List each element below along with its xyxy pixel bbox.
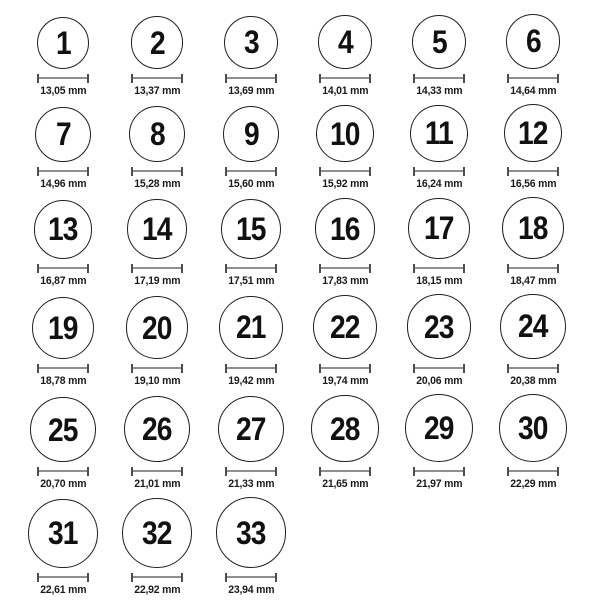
ring-size-item xyxy=(16,297,110,388)
ring-size-item xyxy=(110,498,204,597)
ring-size-item xyxy=(486,104,580,191)
ring-size-item xyxy=(110,199,204,287)
ring-circle xyxy=(412,15,466,69)
ring-size-number: 33 xyxy=(236,514,266,551)
diameter-dimension-line xyxy=(225,74,277,83)
ring-size-item xyxy=(16,17,110,98)
diameter-label: 17,83 mm xyxy=(321,274,369,287)
diameter-label: 17,51 mm xyxy=(227,274,275,287)
diameter-label: 14,01 mm xyxy=(321,84,369,97)
ring-size-number: 32 xyxy=(142,514,172,551)
ring-size-number: 2 xyxy=(149,24,165,61)
ring-circle xyxy=(129,106,185,162)
ring-size-item xyxy=(298,395,392,491)
ring-size-number: 13 xyxy=(48,211,78,248)
ring-size-number: 8 xyxy=(149,116,165,153)
ring-size-item xyxy=(392,15,486,98)
ring-size-item xyxy=(392,294,486,388)
ring-size-item xyxy=(486,197,580,288)
ring-size-number: 15 xyxy=(236,210,266,247)
ring-size-item xyxy=(16,499,110,597)
diameter-dimension-line xyxy=(507,167,559,176)
ring-size-number: 31 xyxy=(48,515,78,552)
ring-size-number: 5 xyxy=(431,23,447,60)
ring-size-item xyxy=(392,198,486,288)
ring-size-row xyxy=(16,197,600,288)
diameter-dimension-line xyxy=(413,364,465,373)
ring-size-number: 7 xyxy=(55,116,71,153)
diameter-label: 16,56 mm xyxy=(509,178,557,191)
diameter-label: 13,37 mm xyxy=(133,84,181,97)
ring-size-number: 10 xyxy=(330,115,360,152)
diameter-label: 21,65 mm xyxy=(321,478,369,491)
ring-size-item xyxy=(110,296,204,388)
diameter-dimension-line xyxy=(37,167,89,176)
ring-circle xyxy=(218,396,285,463)
ring-circle xyxy=(502,197,564,259)
ring-size-row xyxy=(16,294,600,388)
ring-size-item xyxy=(298,15,392,98)
ring-size-number: 1 xyxy=(55,24,71,61)
ring-size-item xyxy=(392,105,486,192)
diameter-dimension-line xyxy=(507,264,559,273)
ring-size-number: 18 xyxy=(518,210,548,247)
diameter-dimension-line xyxy=(413,74,465,83)
ring-circle xyxy=(37,17,89,69)
diameter-label: 17,19 mm xyxy=(133,274,181,287)
ring-circle xyxy=(34,200,93,259)
ring-circle xyxy=(405,394,473,462)
diameter-dimension-line xyxy=(225,364,277,373)
diameter-dimension-line xyxy=(319,364,371,373)
diameter-label: 13,69 mm xyxy=(227,84,275,97)
ring-size-number: 20 xyxy=(142,309,172,346)
ring-circle xyxy=(311,395,378,462)
diameter-dimension-line xyxy=(413,264,465,273)
ring-size-number: 30 xyxy=(518,410,548,447)
diameter-dimension-line xyxy=(131,264,183,273)
diameter-label: 20,70 mm xyxy=(39,478,87,491)
diameter-dimension-line xyxy=(37,573,89,582)
ring-circle xyxy=(122,498,192,568)
diameter-dimension-line xyxy=(413,167,465,176)
diameter-dimension-line xyxy=(319,264,371,273)
ring-circle xyxy=(28,499,97,568)
ring-circle xyxy=(408,198,469,259)
diameter-label: 21,01 mm xyxy=(133,478,181,491)
diameter-label: 15,92 mm xyxy=(321,178,369,191)
diameter-label: 15,60 mm xyxy=(227,178,275,191)
ring-size-item xyxy=(110,106,204,191)
diameter-dimension-line xyxy=(319,167,371,176)
diameter-dimension-line xyxy=(507,364,559,373)
diameter-label: 20,06 mm xyxy=(415,374,463,387)
ring-size-item xyxy=(298,295,392,388)
diameter-label: 22,92 mm xyxy=(133,583,181,596)
ring-size-item xyxy=(16,107,110,191)
ring-size-item xyxy=(110,396,204,491)
ring-circle xyxy=(223,106,280,163)
ring-circle xyxy=(499,394,568,463)
diameter-dimension-line xyxy=(37,74,89,83)
diameter-label: 22,61 mm xyxy=(39,583,87,596)
diameter-label: 15,28 mm xyxy=(133,178,181,191)
ring-circle xyxy=(30,397,96,463)
diameter-label: 21,33 mm xyxy=(227,478,275,491)
diameter-dimension-line xyxy=(413,467,465,476)
ring-circle xyxy=(131,16,184,69)
ring-size-number: 14 xyxy=(142,211,172,248)
ring-size-item xyxy=(16,200,110,288)
ring-size-number: 25 xyxy=(48,411,78,448)
diameter-label: 22,29 mm xyxy=(509,478,557,491)
ring-circle xyxy=(219,296,282,359)
ring-size-row xyxy=(16,497,600,596)
ring-size-item xyxy=(486,294,580,388)
ring-size-row xyxy=(16,104,600,191)
ring-circle xyxy=(127,199,186,258)
diameter-label: 14,33 mm xyxy=(415,84,463,97)
ring-size-number: 29 xyxy=(424,410,454,447)
diameter-dimension-line xyxy=(225,167,277,176)
diameter-label: 14,64 mm xyxy=(509,84,557,97)
diameter-dimension-line xyxy=(319,467,371,476)
ring-size-number: 24 xyxy=(518,308,548,345)
diameter-dimension-line xyxy=(37,264,89,273)
ring-size-number: 4 xyxy=(337,24,353,61)
ring-size-number: 27 xyxy=(236,411,266,448)
ring-circle xyxy=(221,199,281,259)
diameter-dimension-line xyxy=(131,467,183,476)
ring-circle xyxy=(316,105,373,162)
ring-circle xyxy=(313,295,377,359)
ring-circle xyxy=(500,294,565,359)
ring-size-number: 16 xyxy=(330,210,360,247)
ring-size-item xyxy=(486,394,580,492)
ring-size-item xyxy=(298,105,392,191)
diameter-label: 14,96 mm xyxy=(39,178,87,191)
ring-size-item xyxy=(298,198,392,288)
ring-size-item xyxy=(204,199,298,288)
diameter-label: 18,78 mm xyxy=(39,374,87,387)
ring-size-item xyxy=(110,16,204,98)
ring-size-number: 11 xyxy=(424,115,453,152)
diameter-dimension-line xyxy=(225,573,277,582)
diameter-label: 13,05 mm xyxy=(39,84,87,97)
diameter-label: 19,42 mm xyxy=(227,374,275,387)
diameter-dimension-line xyxy=(131,364,183,373)
ring-size-number: 9 xyxy=(243,115,259,152)
diameter-dimension-line xyxy=(225,467,277,476)
ring-circle xyxy=(407,294,472,359)
ring-size-item xyxy=(204,16,298,98)
ring-circle xyxy=(32,297,94,359)
diameter-label: 19,10 mm xyxy=(133,374,181,387)
ring-size-item xyxy=(392,394,486,491)
ring-circle xyxy=(410,105,468,163)
ring-circle xyxy=(318,15,372,69)
ring-size-number: 12 xyxy=(518,115,548,152)
diameter-label: 19,74 mm xyxy=(321,374,369,387)
diameter-dimension-line xyxy=(507,467,559,476)
ring-size-grid xyxy=(16,14,600,597)
ring-size-item xyxy=(204,106,298,192)
diameter-label: 21,97 mm xyxy=(415,478,463,491)
ring-size-row xyxy=(16,394,600,492)
ring-size-number: 6 xyxy=(525,23,541,60)
diameter-label: 23,94 mm xyxy=(227,583,275,596)
ring-size-item xyxy=(204,497,298,596)
diameter-dimension-line xyxy=(225,264,277,273)
ring-size-number: 3 xyxy=(243,24,259,61)
ring-circle xyxy=(124,396,190,462)
diameter-label: 18,15 mm xyxy=(415,274,463,287)
ring-size-number: 17 xyxy=(424,210,454,247)
ring-size-number: 19 xyxy=(48,309,78,346)
ring-size-number: 26 xyxy=(142,411,172,448)
ring-size-item xyxy=(486,14,580,98)
diameter-label: 20,38 mm xyxy=(509,374,557,387)
ring-size-number: 22 xyxy=(330,308,360,345)
diameter-dimension-line xyxy=(507,74,559,83)
diameter-dimension-line xyxy=(37,467,89,476)
ring-size-item xyxy=(16,397,110,492)
diameter-dimension-line xyxy=(37,364,89,373)
ring-circle xyxy=(504,104,562,162)
ring-size-row xyxy=(16,14,600,98)
diameter-label: 16,87 mm xyxy=(39,274,87,287)
diameter-dimension-line xyxy=(131,573,183,582)
ring-size-number: 23 xyxy=(424,308,454,345)
diameter-label: 18,47 mm xyxy=(509,274,557,287)
diameter-dimension-line xyxy=(131,167,183,176)
ring-circle xyxy=(506,14,561,69)
ring-circle xyxy=(35,107,90,162)
ring-circle xyxy=(126,296,189,359)
ring-size-item xyxy=(204,296,298,388)
ring-size-item xyxy=(204,396,298,492)
diameter-dimension-line xyxy=(131,74,183,83)
ring-size-number: 28 xyxy=(330,410,360,447)
ring-circle xyxy=(224,16,277,69)
diameter-dimension-line xyxy=(319,74,371,83)
ring-circle xyxy=(315,198,376,259)
ring-size-number: 21 xyxy=(236,309,266,346)
diameter-label: 16,24 mm xyxy=(415,178,463,191)
ring-circle xyxy=(216,497,286,567)
